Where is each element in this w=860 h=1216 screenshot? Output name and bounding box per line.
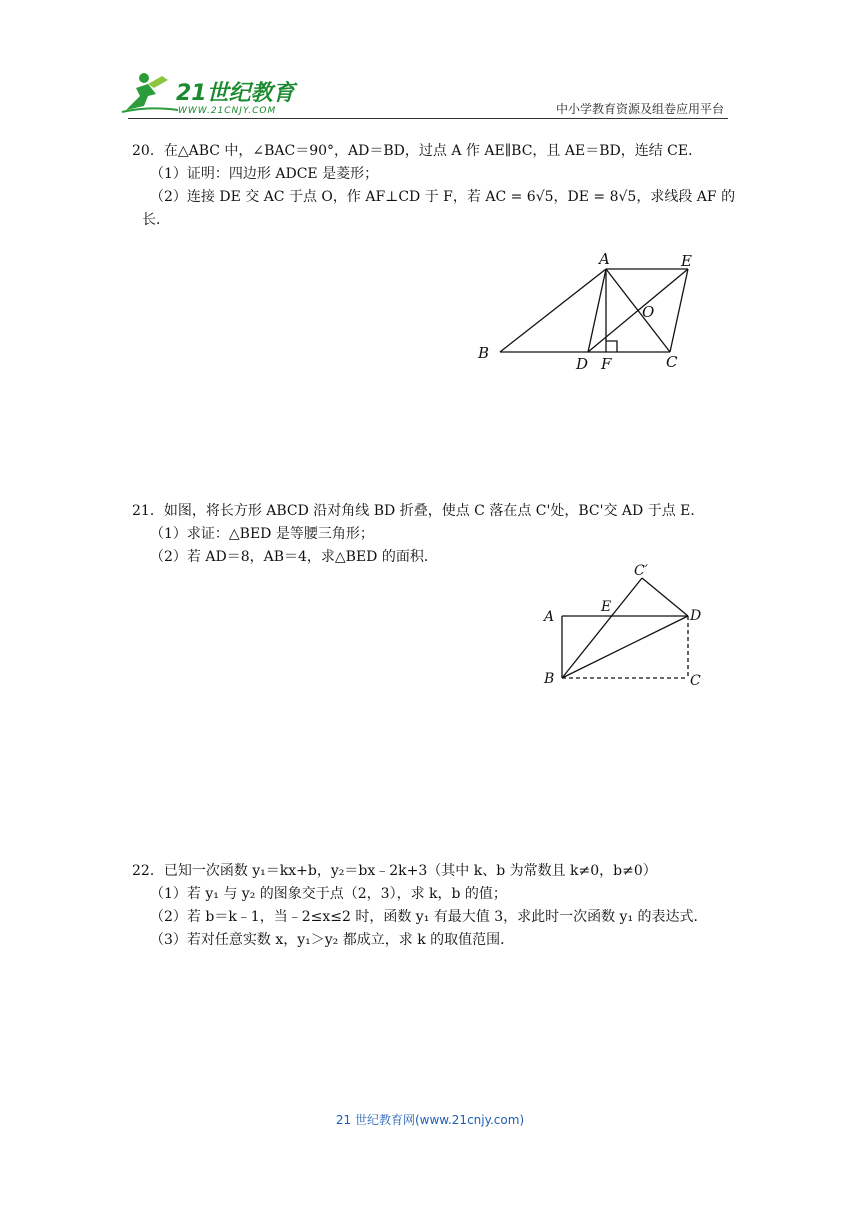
header-divider — [128, 118, 728, 119]
label-E: E — [681, 252, 692, 270]
q21-part2: （2）若 AD＝8，AB＝4，求△BED 的面积． — [150, 549, 438, 565]
logo-text: 21世纪教育 — [176, 81, 295, 106]
platform-name: 中小学教育资源及组卷应用平台 — [555, 102, 724, 116]
right-angle-mark — [606, 341, 617, 352]
runner-icon — [122, 73, 178, 112]
question-22 — [132, 860, 732, 952]
q20-part2: （2）连接 DE 交 AC 于点 O，作 AF⊥CD 于 F，若 AC = 6√5，DE = 8√5，求线段 AF 的 — [150, 189, 736, 205]
label-B: B — [478, 344, 490, 362]
segment-BCp — [562, 578, 642, 678]
figure-q21 — [536, 558, 716, 693]
logo-url: WWW.21CNJY.COM — [178, 106, 277, 116]
q22-part1: （1）若 y₁ 与 y₂ 的图象交于点（2，3），求 k，b 的值； — [150, 886, 507, 902]
label-A: A — [544, 609, 555, 625]
label-C: C — [666, 353, 678, 371]
q20-stem: 20．在△ABC 中，∠BAC＝90°，AD＝BD，过点 A 作 AE∥BC，且 AE＝BD，连结 CE． — [132, 143, 703, 159]
label-B: B — [544, 671, 555, 687]
q20-part1: （1）证明：四边形 ADCE 是菱形； — [150, 166, 379, 182]
label-D: D — [576, 355, 589, 373]
site-logo — [118, 66, 298, 118]
q22-stem: 22．已知一次函数 y₁＝kx+b，y₂＝bx﹣2k+3（其中 k、b 为常数且 k≠0，b≠0） — [132, 863, 657, 879]
segment-CpD — [642, 578, 688, 616]
label-Cp: C′ — [634, 563, 648, 579]
label-E: E — [601, 599, 612, 615]
segment-BD — [562, 616, 688, 678]
label-D: D — [690, 608, 702, 624]
q22-part2: （2）若 b＝k﹣1，当﹣2≤x≤2 时，函数 y₁ 有最大值 3，求此时一次函数 y₁ 的表达式． — [150, 909, 708, 925]
footer-link[interactable]: 21 世纪教育网(www.21cnjy.com) — [335, 1113, 525, 1127]
label-O: O — [642, 303, 655, 321]
q22-part3: （3）若对任意实数 x，y₁＞y₂ 都成立，求 k 的取值范围． — [150, 932, 515, 948]
label-F: F — [601, 355, 612, 373]
label-C: C — [690, 673, 701, 689]
q20-part2-cont: 长． — [142, 212, 170, 228]
label-A: A — [599, 250, 610, 268]
figure-q20 — [470, 245, 710, 375]
q21-part1: （1）求证：△BED 是等腰三角形； — [150, 526, 374, 542]
question-20 — [132, 140, 736, 232]
q21-stem: 21．如图，将长方形 ABCD 沿对角线 BD 折叠，使点 C 落在点 C'处，BC'交 AD 于点 E． — [132, 503, 705, 519]
